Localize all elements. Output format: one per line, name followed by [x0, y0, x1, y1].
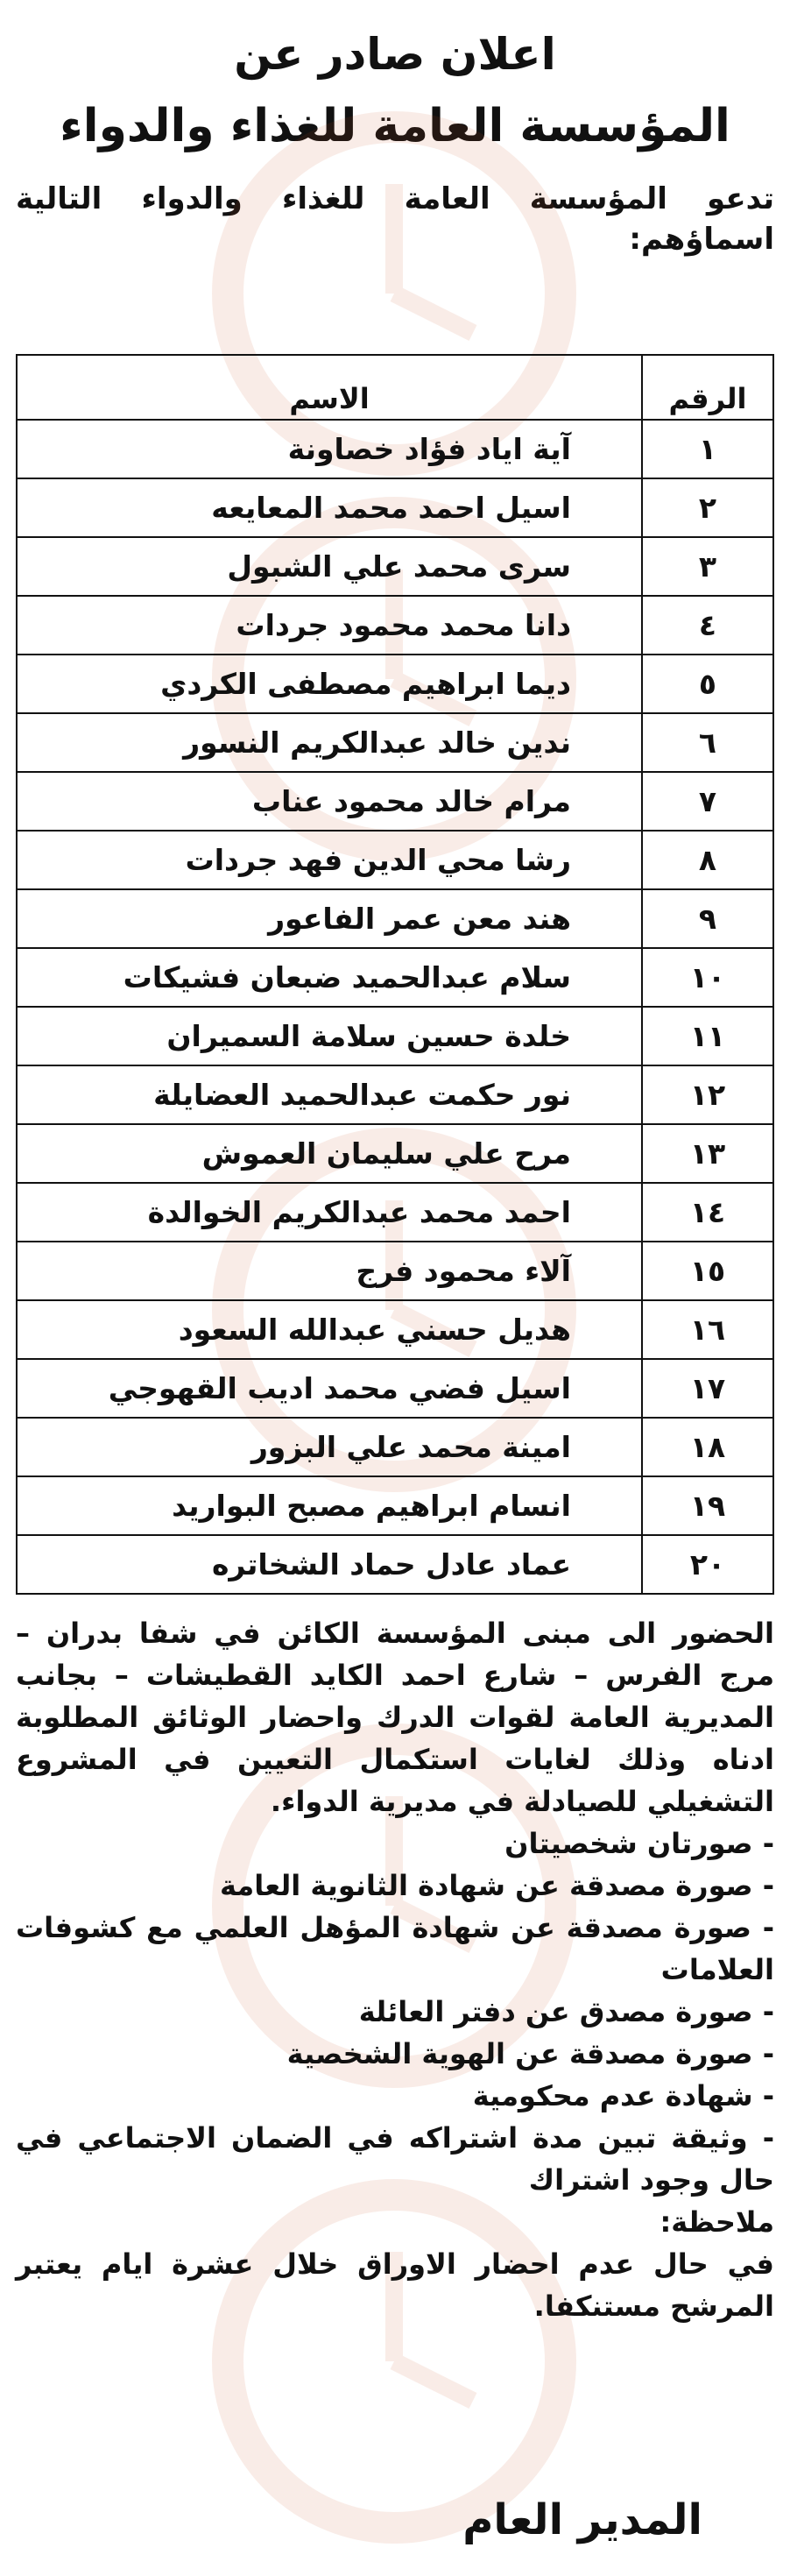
candidate-name: ندين خالد عبدالكريم النسور: [17, 713, 642, 772]
candidate-name: هند معن عمر الفاعور: [17, 889, 642, 948]
instructions-section: [16, 1612, 774, 2327]
table-row: [17, 596, 773, 655]
candidate-name: رشا محي الدين فهد جردات: [17, 831, 642, 889]
table-row: [17, 537, 773, 596]
row-number: ٥: [642, 655, 773, 713]
candidate-name: امينة محمد علي البزور: [17, 1418, 642, 1476]
table-row: [17, 1007, 773, 1065]
row-number: ٩: [642, 889, 773, 948]
table-row: [17, 478, 773, 537]
row-number: ٦: [642, 713, 773, 772]
requirement-item: - صورتان شخصيتان: [504, 1827, 774, 1860]
candidate-name: نور حكمت عبدالحميد العضايلة: [17, 1065, 642, 1124]
candidates-table: [16, 354, 774, 1595]
candidate-name: اسيل فضي محمد اديب القهوجي: [17, 1359, 642, 1418]
candidate-name: احمد محمد عبدالكريم الخوالدة: [17, 1183, 642, 1242]
table-row: [17, 889, 773, 948]
table-row: [17, 831, 773, 889]
row-number: ٧: [642, 772, 773, 831]
table-row: [17, 948, 773, 1007]
candidate-name: سلام عبدالحميد ضبعان فشيكات: [17, 948, 642, 1007]
candidate-name: خلدة حسين سلامة السميران: [17, 1007, 642, 1065]
row-number: ١٠: [642, 948, 773, 1007]
candidate-name: مرام خالد محمود عناب: [17, 772, 642, 831]
intro-text: تدعو المؤسسة العامة للغذاء والدواء التالية اسماؤهم:: [16, 181, 774, 257]
row-number: ٤: [642, 596, 773, 655]
attendance-paragraph: الحضور الى مبنى المؤسسة الكائن في شفا بدران – مرج الفرس – شارع احمد الكايد القطيشات – بجانب المديرية العامة لقوات الدرك واحضار الوثائق المطلوبة ادناه وذلك لغايات استكمال التعيين في المشروع التشغيلي للصيادلة في مديرية الدواء.: [16, 1617, 774, 1818]
candidate-name: عماد عادل حماد الشخاتره: [17, 1535, 642, 1594]
table-body: [17, 420, 773, 1594]
candidate-name: آية اياد فؤاد خصاونة: [17, 420, 642, 478]
table-row: [17, 420, 773, 478]
requirement-item: - صورة مصدقة عن شهادة الثانوية العامة: [219, 1869, 774, 1902]
requirement-item: - صورة مصدق عن دفتر العائلة: [358, 1995, 774, 2028]
table-row: [17, 1124, 773, 1183]
row-number: ١٥: [642, 1242, 773, 1300]
row-number: ١٨: [642, 1418, 773, 1476]
row-number: ١٤: [642, 1183, 773, 1242]
table-row: [17, 772, 773, 831]
row-number: ٣: [642, 537, 773, 596]
row-number: ١٢: [642, 1065, 773, 1124]
table-row: [17, 1476, 773, 1535]
table-row: [17, 1418, 773, 1476]
table-row: [17, 1242, 773, 1300]
requirement-item: - وثيقة تبين مدة اشتراكه في الضمان الاجتماعي في حال وجود اشتراك: [16, 2121, 774, 2197]
candidate-name: دانا محمد محمود جردات: [17, 596, 642, 655]
row-number: ١: [642, 420, 773, 478]
candidate-name: هديل حسني عبدالله السعود: [17, 1300, 642, 1359]
signature-title: المدير العام: [462, 2495, 702, 2544]
table-row: [17, 713, 773, 772]
table-header-row: [17, 355, 773, 420]
note-text: في حال عدم احضار الاوراق خلال عشرة ايام يعتبر المرشح مستنكفا.: [16, 2247, 774, 2323]
candidate-name: انسام ابراهيم مصبح البواريد: [17, 1476, 642, 1535]
row-number: ١٣: [642, 1124, 773, 1183]
institution-name: المؤسسة العامة للغذاء والدواء: [60, 100, 730, 152]
announcement-title: اعلان صادر عن: [234, 29, 556, 80]
candidate-name: آلاء محمود فرج: [17, 1242, 642, 1300]
row-number: ٢٠: [642, 1535, 773, 1594]
note-label: ملاحظة:: [660, 2205, 774, 2239]
table-row: [17, 655, 773, 713]
column-header-name: الاسم: [17, 355, 642, 420]
row-number: ١٦: [642, 1300, 773, 1359]
row-number: ١٩: [642, 1476, 773, 1535]
table-row: [17, 1183, 773, 1242]
table-row: [17, 1359, 773, 1418]
table-row: [17, 1535, 773, 1594]
candidate-name: ديما ابراهيم مصطفى الكردي: [17, 655, 642, 713]
column-header-number: الرقم: [642, 355, 773, 420]
row-number: ٢: [642, 478, 773, 537]
row-number: ١١: [642, 1007, 773, 1065]
requirement-item: - شهادة عدم محكومية: [472, 2079, 774, 2112]
requirement-item: - صورة مصدقة عن شهادة المؤهل العلمي مع كشوفات العلامات: [16, 1911, 774, 1986]
requirement-item: - صورة مصدقة عن الهوية الشخصية: [286, 2037, 774, 2070]
table-row: [17, 1065, 773, 1124]
candidate-name: اسيل احمد محمد المعايعه: [17, 478, 642, 537]
requirements-list: [16, 1822, 774, 2201]
row-number: ٨: [642, 831, 773, 889]
candidate-name: مرح علي سليمان العموش: [17, 1124, 642, 1183]
table-row: [17, 1300, 773, 1359]
row-number: ١٧: [642, 1359, 773, 1418]
candidate-name: سرى محمد علي الشبول: [17, 537, 642, 596]
